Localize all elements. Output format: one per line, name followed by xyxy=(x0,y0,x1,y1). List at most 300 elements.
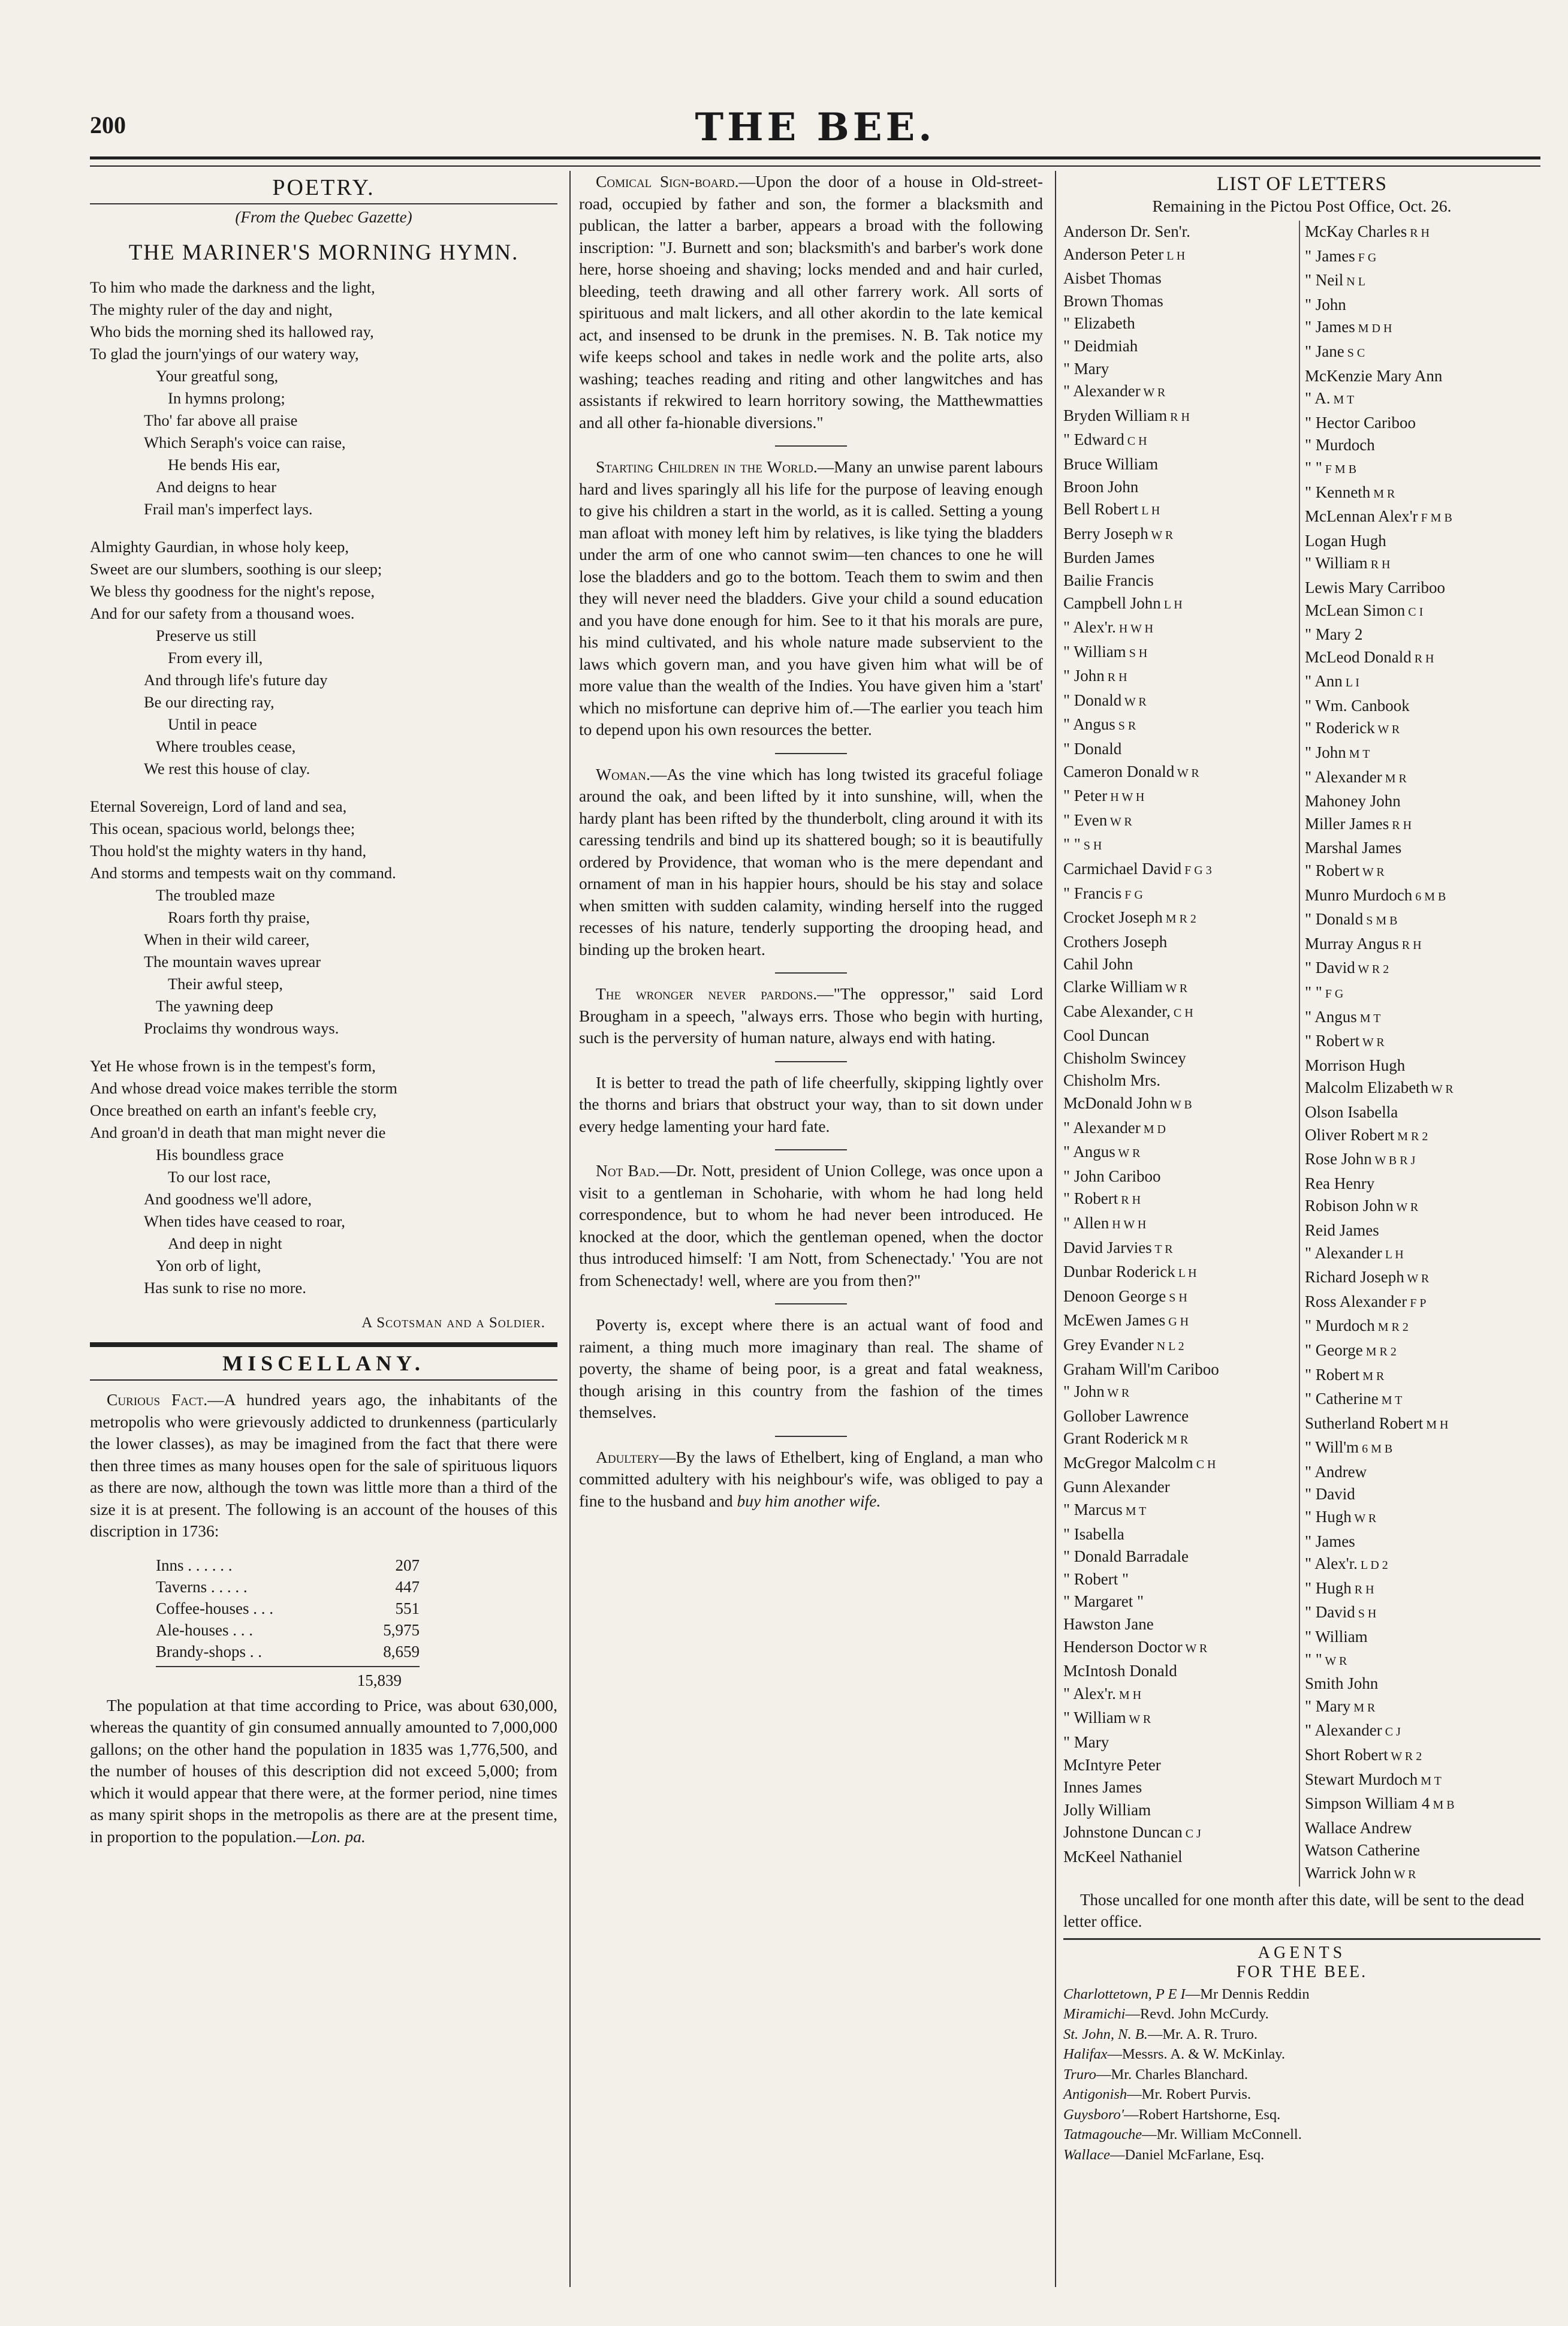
letter-entry xyxy=(1305,981,1540,1006)
letter-code: W R xyxy=(1359,1036,1385,1050)
letter-entry xyxy=(1305,933,1540,957)
article-heading: The wronger never pardons. xyxy=(596,984,818,1003)
letter-name: Chisholm Swincey xyxy=(1063,1048,1186,1067)
letter-entry xyxy=(1305,1030,1540,1054)
article-text: —A hundred years ago, the inhabitants of the metropolis who were grievously addicted to drunkenness (particularly the lower classes), as may be imagined from the fact that there were then three times as many houses open for the sale of spirituous liquors as there are now, although the town was little more than a third of the size it is at present. The following is an account of the houses of this discription in 1736: xyxy=(90,1390,557,1540)
letter-name: " David xyxy=(1305,1603,1355,1622)
letter-code: M T xyxy=(1418,1774,1442,1788)
agent-name: —Mr. William McConnell. xyxy=(1142,2126,1302,2143)
letter-code: F G xyxy=(1322,987,1344,1001)
letter-name: McKay Charles xyxy=(1305,222,1407,240)
poem-line: His boundless grace xyxy=(156,1146,284,1164)
letter-code: H W H xyxy=(1109,1218,1147,1231)
letter-entry xyxy=(1305,1673,1540,1695)
letter-name: Lewis Mary Carriboo xyxy=(1305,578,1445,596)
agent-name: —Mr. Charles Blanchard. xyxy=(1096,2066,1249,2083)
letter-name: " A. xyxy=(1305,389,1331,408)
poem-signature: A Scotsman and a Soldier. xyxy=(361,1315,545,1331)
letter-name: " Robert xyxy=(1063,1189,1118,1208)
letter-name: Cabe Alexander, xyxy=(1063,1002,1171,1020)
poem-line: And for our safety from a thousand woes. xyxy=(90,604,355,622)
letter-name: Reid James xyxy=(1305,1221,1379,1239)
letter-name: David Jarvies xyxy=(1063,1238,1152,1257)
houses-label: Ale-houses . . . xyxy=(156,1620,253,1639)
letter-name: " John xyxy=(1063,1382,1105,1401)
letter-name: Malcolm Elizabeth xyxy=(1305,1078,1429,1097)
letter-code: M T xyxy=(1122,1505,1147,1518)
divider xyxy=(775,1303,847,1304)
letter-code: W R xyxy=(1162,982,1188,995)
agent-place: St. John, N. B. xyxy=(1063,2026,1148,2042)
letter-entry xyxy=(1063,665,1299,689)
letter-entry xyxy=(1305,1124,1540,1149)
letter-name: " Elizabeth xyxy=(1063,314,1135,333)
houses-table xyxy=(156,1554,420,1691)
letter-name: Gollober Lawrence xyxy=(1063,1406,1189,1425)
letter-entry xyxy=(1063,1613,1299,1636)
letter-entry xyxy=(1063,523,1299,547)
letter-name: " Murdoch xyxy=(1305,436,1375,454)
letter-code: F P xyxy=(1407,1296,1427,1310)
letter-name: Smith John xyxy=(1305,1674,1379,1693)
letter-code: M B xyxy=(1430,1798,1455,1812)
letter-code: R H xyxy=(1167,410,1190,424)
poem-line: When tides have ceased to roar, xyxy=(144,1212,345,1230)
letter-name: " Peter xyxy=(1063,787,1108,805)
letter-code: M R xyxy=(1350,1701,1376,1715)
agents-title: AGENTS xyxy=(1063,1938,1540,1963)
letter-entry xyxy=(1063,1212,1299,1237)
letter-code: F G xyxy=(1121,888,1143,902)
article-text: —Many an unwise parent labours hard and lives sparingly all his life for the purpose of leaving enough to give his children a start in the world, as it is called. Setting a young man afloat with money left him by relatives, is like tying the bladders under the arm of one who cannot swim—ten chances to one he will lose the bladders and go to the bottom. Teach them to swim and then they will never need the bladders. Give your child a sound education and you have done enough for him. See to it that his morals are pure, his mind cultivated, and his whole nature made subservient to the laws which govern man, and you have given him what will be of more value than the wealth of the Indies. You have given him a 'start' which no misfortune can deprive him of.—The earlier you teach him to depend upon his own resources the better. xyxy=(579,457,1043,739)
article-heading: Adultery xyxy=(596,1447,659,1466)
letter-entry xyxy=(1063,1636,1299,1661)
letter-code: C H xyxy=(1170,1006,1193,1020)
poem-line: The mighty ruler of the day and night, xyxy=(90,300,333,318)
letter-code: L H xyxy=(1138,504,1160,518)
letter-entry xyxy=(1063,1499,1299,1523)
letter-name: Grant Roderick xyxy=(1063,1429,1164,1448)
letter-entry xyxy=(1305,1364,1540,1388)
letter-name: " William xyxy=(1063,642,1126,661)
letter-name: Cool Duncan xyxy=(1063,1026,1150,1045)
letter-entry xyxy=(1305,577,1540,599)
letter-name: " Donald xyxy=(1063,691,1122,709)
letter-name: " John Cariboo xyxy=(1063,1167,1161,1185)
letter-name: Chisholm Mrs. xyxy=(1063,1071,1161,1090)
letters-subtitle: Remaining in the Pictou Post Office, Oct. 26. xyxy=(1152,197,1452,215)
poem-line: Roars forth thy praise, xyxy=(168,908,310,926)
letter-entry xyxy=(1063,380,1299,405)
letter-name: " Isabella xyxy=(1063,1524,1124,1543)
houses-value: 551 xyxy=(395,1599,420,1617)
letter-code: R H xyxy=(1411,652,1434,665)
agent-entry xyxy=(1063,2024,1540,2045)
agents-subtitle: FOR THE BEE. xyxy=(1236,1962,1368,1981)
letter-code: R H xyxy=(1104,671,1127,685)
poem-line: Has sunk to rise no more. xyxy=(144,1279,306,1297)
letter-entry xyxy=(1305,717,1540,742)
poem-line: When in their wild career, xyxy=(144,930,310,948)
article-cheerful xyxy=(579,1072,1043,1138)
agent-place: Truro xyxy=(1063,2066,1096,2083)
letter-code: F M B xyxy=(1418,511,1452,525)
letter-entry xyxy=(1063,1452,1299,1477)
letter-name: " Allen xyxy=(1063,1213,1109,1232)
letter-name: " Mary xyxy=(1305,1697,1351,1715)
letter-code: M R xyxy=(1163,1433,1189,1447)
letter-entry xyxy=(1063,1237,1299,1261)
letter-code: S H xyxy=(1166,1291,1187,1304)
letter-entry xyxy=(1305,813,1540,837)
houses-table-row xyxy=(156,1554,420,1576)
letter-name: Oliver Robert xyxy=(1305,1125,1395,1144)
letter-entry xyxy=(1063,453,1299,476)
agent-name: —Mr Dennis Reddin xyxy=(1185,1985,1310,2002)
letter-entry xyxy=(1305,1436,1540,1461)
divider xyxy=(775,1436,847,1437)
letter-code: R H xyxy=(1367,558,1391,572)
letter-name: Brown Thomas xyxy=(1063,291,1163,310)
letter-code: C J xyxy=(1382,1725,1401,1739)
letter-entry xyxy=(1063,858,1299,882)
letter-name: " Hugh xyxy=(1305,1508,1352,1526)
letter-code: S H xyxy=(1355,1607,1377,1621)
letter-name: " John xyxy=(1063,667,1105,685)
article-wronger xyxy=(579,983,1043,1049)
poem-line: Once breathed on earth an infant's feeble cry, xyxy=(90,1101,377,1119)
letter-entry xyxy=(1063,616,1299,641)
divider xyxy=(775,445,847,447)
letter-name: Wallace Andrew xyxy=(1305,1818,1412,1837)
poem-line: And deep in night xyxy=(168,1234,282,1252)
letter-code: W R xyxy=(1428,1083,1454,1096)
houses-label: Taverns . . . . . xyxy=(156,1577,248,1596)
letter-entry xyxy=(1063,1476,1299,1499)
letter-name: Crocket Joseph xyxy=(1063,908,1163,927)
letter-code: M D H xyxy=(1355,322,1392,336)
poem-line: Yon orb of light, xyxy=(156,1257,261,1275)
letter-code: W R xyxy=(1322,1654,1347,1668)
letter-code: F G xyxy=(1355,251,1377,264)
letter-entry xyxy=(1063,1092,1299,1117)
letter-code: C I xyxy=(1405,605,1424,619)
letter-entry xyxy=(1305,957,1540,981)
letter-name: " Angus xyxy=(1305,1007,1357,1026)
letter-name: Anderson Dr. Sen'r. xyxy=(1063,222,1190,240)
letter-name: " Roderick xyxy=(1305,719,1375,737)
letter-name: Dunbar Roderick xyxy=(1063,1263,1175,1281)
newspaper-page xyxy=(90,105,1540,2287)
poem-line: The yawning deep xyxy=(156,997,273,1015)
letter-entry xyxy=(1063,1545,1299,1568)
letter-name: " Margaret " xyxy=(1063,1592,1144,1611)
letter-name: " Will'm xyxy=(1305,1438,1359,1457)
letter-entry xyxy=(1305,1626,1540,1649)
letter-entry xyxy=(1063,267,1299,290)
letter-entry xyxy=(1305,1601,1540,1626)
letter-entry xyxy=(1063,1025,1299,1047)
letter-entry xyxy=(1305,1101,1540,1124)
article-starting-children xyxy=(579,456,1043,741)
letter-name: Logan Hugh xyxy=(1305,531,1386,550)
letter-code: W R xyxy=(1174,766,1199,780)
letter-name: " Donald Barradale xyxy=(1063,1547,1189,1566)
letter-name: " Murdoch xyxy=(1305,1316,1375,1335)
article-woman xyxy=(579,764,1043,961)
letter-entry xyxy=(1063,641,1299,665)
letter-code: W B R J xyxy=(1371,1154,1416,1168)
houses-table-row xyxy=(156,1619,420,1641)
letter-entry xyxy=(1305,481,1540,506)
letter-name: " Alexander xyxy=(1305,767,1382,786)
letter-entry xyxy=(1063,476,1299,499)
letter-name: Robison John xyxy=(1305,1197,1394,1215)
letter-code: L H xyxy=(1160,598,1183,611)
letter-entry xyxy=(1305,505,1540,530)
letter-entry xyxy=(1305,245,1540,270)
poem-line: And goodness we'll adore, xyxy=(144,1190,312,1208)
article-not-bad xyxy=(579,1160,1043,1291)
letter-entry xyxy=(1305,387,1540,412)
poem-line: Yet He whose frown is in the tempest's form, xyxy=(90,1057,376,1075)
poem-line: To him who made the darkness and the light, xyxy=(90,278,375,296)
divider xyxy=(90,203,557,204)
letter-code: L I xyxy=(1342,676,1359,690)
letter-entry xyxy=(1063,290,1299,313)
letter-name: " Robert " xyxy=(1063,1569,1129,1588)
letter-name: McIntosh Donald xyxy=(1063,1662,1177,1680)
article-signboard xyxy=(579,171,1043,433)
letter-name: Bruce William xyxy=(1063,454,1159,473)
letter-name: " Alex'r. xyxy=(1063,618,1116,637)
letter-entry xyxy=(1305,1695,1540,1720)
letter-name: Warrick John xyxy=(1305,1863,1392,1882)
poem-line: To our lost race, xyxy=(168,1168,271,1186)
poem-line: We bless thy goodness for the night's repose, xyxy=(90,582,375,600)
letter-name: Carmichael David xyxy=(1063,860,1182,878)
letter-code: L H xyxy=(1175,1267,1197,1280)
letter-entry xyxy=(1305,623,1540,646)
houses-table-row xyxy=(156,1576,420,1598)
letter-name: Grey Evander xyxy=(1063,1335,1154,1354)
article-adultery xyxy=(579,1447,1043,1512)
letter-entry xyxy=(1063,1776,1299,1799)
letter-name: " William xyxy=(1305,554,1368,573)
letter-name: McDonald John xyxy=(1063,1093,1168,1112)
article-curious-fact xyxy=(90,1389,557,1542)
article-source: —Lon. pa. xyxy=(296,1827,366,1846)
letter-code: R H xyxy=(1407,227,1430,240)
letter-entry xyxy=(1063,931,1299,954)
letter-entry xyxy=(1063,1731,1299,1754)
letter-entry xyxy=(1305,1242,1540,1267)
letter-entry xyxy=(1063,1188,1299,1212)
divider xyxy=(775,1061,847,1062)
letter-entry xyxy=(1305,599,1540,624)
letter-name: " Jane xyxy=(1305,342,1344,360)
letter-name: " Alexander xyxy=(1063,382,1141,400)
letter-name: " Neil xyxy=(1305,271,1344,290)
letter-code: S C xyxy=(1344,346,1365,360)
article-poverty xyxy=(579,1314,1043,1424)
letter-entry xyxy=(1063,689,1299,714)
letter-name: Rose John xyxy=(1305,1150,1372,1168)
paper-title: THE BEE. xyxy=(695,105,936,150)
letter-code: N L xyxy=(1343,275,1365,289)
houses-label: Coffee-houses . . . xyxy=(156,1599,273,1617)
letter-code: R H xyxy=(1351,1583,1374,1596)
letter-name: " Even xyxy=(1063,811,1108,829)
letter-name: Morrison Hugh xyxy=(1305,1056,1406,1074)
letter-entry xyxy=(1305,552,1540,577)
miscellany-heading: MISCELLANY. xyxy=(90,1342,557,1381)
letter-name: " Andrew xyxy=(1305,1462,1367,1481)
letter-name: Johnstone Duncan xyxy=(1063,1823,1183,1842)
letter-code: R H xyxy=(1389,818,1412,832)
letter-name: " Alexander xyxy=(1063,1118,1141,1137)
letter-name: Miller James xyxy=(1305,814,1389,833)
letter-code: W R xyxy=(1140,386,1166,400)
agent-place: Tatmagouche xyxy=(1063,2126,1142,2143)
letter-code: S R xyxy=(1115,719,1136,733)
column-articles xyxy=(569,171,1043,2287)
letter-name: Marshal James xyxy=(1305,839,1402,857)
agent-entry xyxy=(1063,2145,1540,2165)
poem-line: Preserve us still xyxy=(156,626,257,644)
poem-line: From every ill, xyxy=(168,649,263,667)
houses-table-row xyxy=(156,1641,420,1662)
letter-entry xyxy=(1305,530,1540,553)
letter-name: " " xyxy=(1305,983,1322,1001)
letter-entry xyxy=(1305,837,1540,860)
letter-name: Graham Will'm Cariboo xyxy=(1063,1360,1219,1378)
letter-entry xyxy=(1305,670,1540,695)
letter-name: " George xyxy=(1305,1340,1363,1359)
letter-code: R H xyxy=(1118,1194,1141,1207)
letter-name: " Robert xyxy=(1305,1365,1360,1384)
article-heading: Starting Children in the World. xyxy=(596,457,818,476)
letter-entry xyxy=(1063,1590,1299,1613)
letter-name: " " xyxy=(1305,458,1322,477)
letter-entry xyxy=(1063,1117,1299,1141)
letter-name: " Hugh xyxy=(1305,1578,1352,1597)
letter-code: R H xyxy=(1398,938,1422,952)
poem-source: (From the Quebec Gazette) xyxy=(235,208,412,226)
houses-value: 8,659 xyxy=(383,1642,420,1661)
letter-name: McKenzie Mary Ann xyxy=(1305,366,1443,385)
letter-code: W R xyxy=(1148,528,1174,542)
letter-name: " Alex'r. xyxy=(1063,1684,1116,1703)
letter-entry xyxy=(1063,429,1299,453)
letter-name: Hawston Jane xyxy=(1063,1615,1154,1634)
letter-code: S H xyxy=(1080,839,1102,853)
letter-entry xyxy=(1063,1261,1299,1285)
letter-code: W R xyxy=(1404,1272,1430,1286)
letter-name: " Mary xyxy=(1063,1733,1109,1751)
agent-name: —Messrs. A. & W. McKinlay. xyxy=(1107,2046,1286,2063)
letter-entry xyxy=(1063,592,1299,617)
letter-name: " Mary xyxy=(1063,359,1109,378)
poem-line: Your greatful song, xyxy=(156,367,279,385)
poem-line: Be our directing ray, xyxy=(144,693,275,711)
letter-entry xyxy=(1305,884,1540,909)
article-text: The population at that time according to Price, was about 630,000, whereas the quantity of gin consumed annually amounted to 7,000,000 gallons; on the other hand the population in 1835 was 1,776,500, and the number of houses of this description did not exceed 5,000; from which it would appear that there were, at the former period, nine times as many spirit shops in the metropolis as there are at the present time, in proportion to the population. xyxy=(90,1695,557,1846)
columns xyxy=(90,171,1540,2287)
letter-entry xyxy=(1063,1141,1299,1165)
letter-name: " Marcus xyxy=(1063,1501,1123,1519)
letter-entry xyxy=(1305,1148,1540,1173)
poem-line: Eternal Sovereign, Lord of land and sea, xyxy=(90,797,347,815)
letter-name: " Hector Cariboo xyxy=(1305,413,1416,432)
letter-entry xyxy=(1305,1862,1540,1887)
letter-name: " Alex'r. xyxy=(1305,1554,1358,1573)
letter-name: " James xyxy=(1305,246,1355,265)
letter-entry xyxy=(1305,1744,1540,1768)
letter-name: " Ann xyxy=(1305,672,1343,691)
letter-entry xyxy=(1305,646,1540,671)
letter-name: " Alexander xyxy=(1305,1721,1382,1740)
article-heading: Woman. xyxy=(596,764,650,784)
letter-entry xyxy=(1305,1219,1540,1242)
letter-entry xyxy=(1063,882,1299,907)
letter-code: F M B xyxy=(1322,462,1357,476)
letter-name: " Angus xyxy=(1063,1143,1115,1161)
letter-name: Bryden William xyxy=(1063,406,1168,424)
letter-code: M R 2 xyxy=(1162,912,1196,926)
letter-entry xyxy=(1305,1553,1540,1577)
letter-name: " Francis xyxy=(1063,884,1122,902)
letter-code: W R xyxy=(1104,1387,1130,1400)
letter-entry xyxy=(1063,738,1299,761)
letter-entry xyxy=(1063,1047,1299,1070)
letter-entry xyxy=(1063,1660,1299,1683)
letter-code: M R 2 xyxy=(1362,1345,1397,1358)
letter-code: M T xyxy=(1330,393,1355,407)
letter-entry xyxy=(1305,1291,1540,1315)
letter-name: Berry Joseph xyxy=(1063,524,1148,543)
letter-name: " James xyxy=(1305,318,1355,336)
letter-name: McLean Simon xyxy=(1305,601,1406,619)
column-letters xyxy=(1055,171,1540,2287)
letter-name: McLennan Alex'r xyxy=(1305,507,1418,526)
letter-entry xyxy=(1063,785,1299,809)
agent-name: —Daniel McFarlane, Esq. xyxy=(1110,2146,1265,2163)
poem-line: Frail man's imperfect lays. xyxy=(144,500,313,518)
letter-code: M R xyxy=(1359,1369,1385,1383)
letter-name: " James xyxy=(1305,1532,1355,1550)
letter-name: Broon John xyxy=(1063,477,1139,496)
letter-code: M R xyxy=(1382,772,1407,785)
letter-name: Murray Angus xyxy=(1305,934,1399,953)
letter-entry xyxy=(1063,1001,1299,1025)
masthead-rule xyxy=(90,156,1540,167)
letter-entry xyxy=(1063,1427,1299,1452)
letter-entry xyxy=(1063,1285,1299,1310)
letter-code: M D xyxy=(1140,1122,1166,1136)
letter-name: Denoon George xyxy=(1063,1286,1166,1305)
letter-name: " Deidmiah xyxy=(1063,336,1138,355)
agent-place: Antigonish xyxy=(1063,2086,1127,2103)
agent-name: —Revd. John McCurdy. xyxy=(1125,2006,1269,2023)
letter-entry xyxy=(1063,358,1299,381)
letter-entry xyxy=(1063,335,1299,358)
article-text: —"The oppressor," said Lord Brougham in a speech, "always errs. Those who begin with hurting, such is the perversity of human nature, always end with hating. xyxy=(579,984,1043,1047)
letter-code: W R 2 xyxy=(1388,1750,1422,1763)
letter-code: F G 3 xyxy=(1181,864,1212,878)
letter-entry xyxy=(1305,294,1540,317)
letter-name: Anderson Peter xyxy=(1063,245,1164,263)
